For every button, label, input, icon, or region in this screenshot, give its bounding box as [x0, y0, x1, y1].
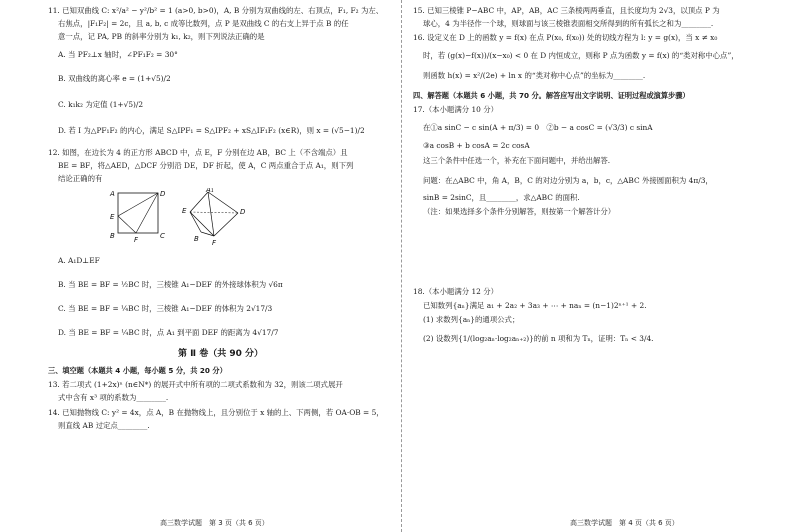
edge-e-b: [190, 212, 201, 232]
edge-a1-d: [208, 192, 238, 213]
q16-line-3: 则函数 h(x) = x²/(2e) + ln x 的“类对称中心点”的坐标为________.: [423, 70, 646, 80]
edge-a1-f: [208, 192, 214, 236]
q11-option-d: D. 若 I 为△PF₁F₂ 的内心，满足 S△IPF₁ = S△IPF₂ + xS△IF₁F₂ (x∈R)，则 x = (√5−1)/2: [58, 125, 365, 135]
label-b2: B: [194, 234, 199, 243]
q16-line-2: 时，若 (g(x)−f(x))/(x−x₀) < 0 在 D 内恒成立，则称 P 点为函数 y = f(x) 的“类对称中心点”，: [423, 50, 739, 60]
q17-line-1: 这三个条件中任选一个，补充在下面问题中，并给出解答.: [423, 155, 611, 165]
q12-line-1: 12. 如图，在边长为 4 的正方形 ABCD 中，点 E，F 分别在边 AB，BC 上（不含端点）且: [48, 147, 348, 157]
label-f2: F: [212, 238, 217, 247]
q11-line-2: 右焦点，|F₁F₂| = 2c，且 a, b, c 成等比数列，点 P 是双曲线 C 的右支上异于点 B 的任: [58, 18, 349, 28]
label-a: A: [110, 189, 115, 198]
q13-line-2: 式中含有 x³ 项的系数为________.: [58, 392, 169, 402]
q14-line-1: 14. 已知抛物线 C: y² = 4x，点 A，B 在抛物线上，且分别位于 x 轴的上、下两侧，若 OA·OB = 5，: [48, 407, 384, 417]
q12-option-a: A. A₁D⊥EF: [58, 255, 100, 265]
label-f: F: [134, 235, 139, 244]
q18-line-3: (2) 设数列{1/(log₂aₙ·log₂aₙ₊₂)}的前 n 项和为 Tₙ，证明：Tₙ < 3/4.: [423, 334, 654, 344]
q14-line-2: 则直线 AB 过定点________.: [58, 420, 150, 430]
q17-line-2: 问题：在△ABC 中，角 A，B，C 的对边分别为 a，b，c，△ABC 外接圆面积为 4π/3，: [423, 175, 713, 185]
right-page-footer: 高三数学试题 第 4 页（共 6 页）: [570, 519, 679, 527]
q18-heading: 18.（本小题满分 12 分）: [413, 286, 498, 296]
q11-option-c: C. k₁k₂ 为定值 (1+√5)/2: [58, 99, 144, 109]
q15-line-1: 15. 已知三棱锥 P−ABC 中，AP，AB，AC 三条棱两两垂直，且长度均为 2√3，以顶点 P 为: [413, 6, 720, 15]
q12-line-3: 结论正确的有: [58, 173, 103, 183]
left-page-footer: 高三数学试题 第 3 页（共 6 页）: [160, 519, 269, 527]
q12-option-d: D. 当 BE = BF = ¼BC 时，点 A₁ 到平面 DEF 的距离为 4√17/7: [58, 327, 279, 337]
q11-option-b: B. 双曲线的离心率 e = (1+√5)/2: [58, 73, 171, 83]
q12-option-c: C. 当 BE = BF = ¼BC 时，三棱锥 A₁−DEF 的体积为 2√17/3: [58, 303, 273, 313]
q17-note: （注：如果选择多个条件分别解答，则按第一个解答计分）: [423, 206, 616, 216]
q15-line-2: 球心，4 为半径作一个球，则球面与该三棱锥表面相交所得到的所有弧长之和为________.: [423, 18, 714, 28]
label-e2: E: [182, 206, 187, 215]
label-a1: A₁: [206, 187, 214, 194]
q17-answer-space: [413, 217, 758, 287]
part-two-title: 第 Ⅱ 卷（共 90 分）: [178, 348, 263, 359]
q17-conditions-1-2: 在①a sinC − c sin(A + π/3) = 0 ②b − a cosC = (√3/3) c sinA: [423, 122, 653, 132]
edge-e-d-hidden: [190, 212, 238, 213]
label-d2: D: [240, 207, 246, 216]
left-page: [48, 6, 393, 431]
section-fill-in-heading: 三、填空题（本题共 4 小题，每小题 5 分，共 20 分）: [48, 365, 227, 375]
q13-line-1: 13. 若二项式 (1+2x)ⁿ (n∈N*) 的展开式中所有项的二项式系数和为 32，则该二项式展开: [48, 379, 343, 389]
label-b: B: [110, 231, 115, 240]
q16-line-1: 16. 设定义在 D 上的函数 y = f(x) 在点 P(x₀, f(x₀)) 处的切线方程为 l: y = g(x)，当 x ≠ x₀: [413, 32, 718, 42]
q18-line-2: (1) 求数列{aₙ}的通项公式；: [423, 314, 520, 324]
folded-tetrahedron-diagram: [182, 188, 246, 247]
edge-f-d: [214, 213, 238, 236]
page-fold-divider: [401, 0, 402, 532]
q12-line-2: BE = BF，将△AED，△DCF 分别沿 DE，DF 折起，使 A，C 两点重合于点 A₁，则下列: [58, 160, 354, 170]
right-page: [413, 6, 758, 344]
square-abcd-diagram: [109, 190, 166, 244]
section-solutions-heading: 四、解答题（本题共 6 小题，共 70 分。解答应写出文字说明、证明过程或演算步骤）: [413, 90, 690, 100]
q17-line-3: sinB = 2sinC，且________，求△ABC 的面积.: [423, 192, 580, 202]
q11-line-1: 11. 已知双曲线 C: x²/a² − y²/b² = 1 (a>0, b>0)，A, B 分别为双曲线的左、右顶点，F₁, F₂ 为左、: [48, 6, 384, 15]
square-outline: [118, 193, 158, 233]
q17-condition-3: ③a cosB + b cosA = 2c cosA: [423, 140, 530, 150]
label-e: E: [110, 212, 115, 221]
q18-line-1: 已知数列{aₙ}满足 a₁ + 2a₂ + 3a₃ + ⋯ + naₙ = (n−1)2ⁿ⁺¹ + 2.: [423, 300, 647, 310]
segment-ef: [118, 216, 136, 233]
q12-figure: [108, 188, 288, 250]
q17-heading: 17.（本小题满分 10 分）: [413, 104, 498, 114]
edge-a1-e: [190, 192, 208, 212]
q11-line-3: 意一点，记 PA, PB 的斜率分别为 k₁, k₂，则下列说法正确的是: [58, 31, 265, 41]
q12-option-b: B. 当 BE = BF = ½BC 时，三棱锥 A₁−DEF 的外接球体积为 √6π: [58, 279, 283, 289]
label-d: D: [160, 189, 166, 198]
q11-option-a: A. 当 PF₂⊥x 轴时，∠PF₁F₂ = 30°: [58, 49, 178, 59]
label-c: C: [160, 231, 165, 240]
